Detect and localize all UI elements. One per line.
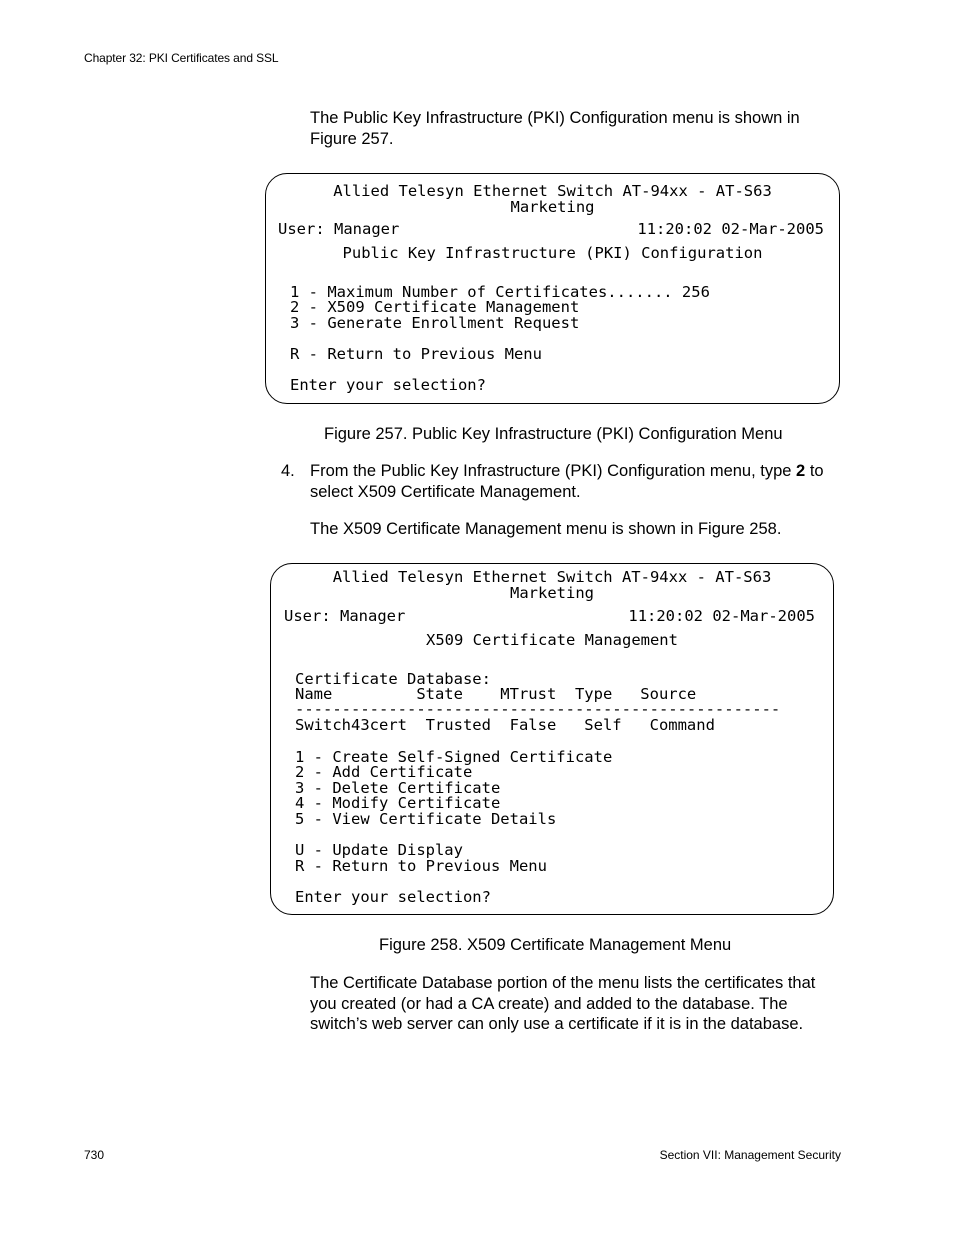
screen-subtitle: Marketing bbox=[510, 584, 594, 602]
table-divider: ---------------------------------------------------- bbox=[295, 700, 781, 718]
menu-option-return[interactable]: R - Return to Previous Menu bbox=[290, 345, 542, 363]
user-label: User: Manager bbox=[278, 220, 400, 238]
menu-option-3[interactable]: 3 - Generate Enrollment Request bbox=[290, 314, 580, 332]
menu-title: Public Key Infrastructure (PKI) Configuration bbox=[342, 244, 763, 262]
step-number: 4. bbox=[281, 462, 295, 480]
menu-option-1[interactable]: 1 - Maximum Number of Certificates....... 256 bbox=[290, 283, 710, 301]
screen-subtitle: Marketing bbox=[510, 198, 595, 216]
menu-option-3[interactable]: 3 - Delete Certificate bbox=[295, 779, 501, 797]
menu-option-2[interactable]: 2 - Add Certificate bbox=[295, 763, 473, 781]
menu-option-5[interactable]: 5 - View Certificate Details bbox=[295, 810, 557, 828]
menu-option-1[interactable]: 1 - Create Self-Signed Certificate bbox=[295, 748, 613, 766]
menu-title: X509 Certificate Management bbox=[426, 631, 678, 649]
chapter-header: Chapter 32: PKI Certificates and SSL bbox=[84, 51, 279, 65]
menu-option-2[interactable]: 2 - X509 Certificate Management bbox=[290, 298, 580, 316]
x509-intro-paragraph: The X509 Certificate Management menu is shown in Figure 258. bbox=[310, 520, 782, 538]
intro-paragraph: The Public Key Infrastructure (PKI) Configuration menu is shown in Figure 257. bbox=[310, 109, 800, 148]
pki-config-screen bbox=[265, 173, 840, 404]
closing-paragraph: The Certificate Database portion of the menu lists the certificates that you created (or had a CA create) and added to the database. The switch’s web server can only use a certificate if it is in the database. bbox=[310, 974, 816, 1033]
menu-option-return[interactable]: R - Return to Previous Menu bbox=[295, 857, 547, 875]
bold-key: 2 bbox=[796, 462, 806, 480]
figure-258-caption: Figure 258. X509 Certificate Management Menu bbox=[379, 936, 732, 954]
table-header: Name State MTrust Type Source bbox=[295, 685, 697, 703]
selection-prompt[interactable]: Enter your selection? bbox=[290, 376, 486, 394]
menu-option-4[interactable]: 4 - Modify Certificate bbox=[295, 794, 501, 812]
x509-management-screen bbox=[270, 563, 834, 915]
screen-title: Allied Telesyn Ethernet Switch AT-94xx - AT-S63 bbox=[332, 568, 772, 586]
table-row[interactable]: Switch43cert Trusted False Self Command bbox=[295, 716, 715, 734]
page-number: 730 bbox=[84, 1148, 105, 1162]
screen-title: Allied Telesyn Ethernet Switch AT-94xx - AT-S63 bbox=[333, 182, 772, 200]
datetime: 11:20:02 02-Mar-2005 bbox=[628, 607, 815, 625]
datetime: 11:20:02 02-Mar-2005 bbox=[637, 220, 824, 238]
db-label: Certificate Database: bbox=[295, 670, 491, 688]
user-label: User: Manager bbox=[284, 607, 406, 625]
selection-prompt[interactable]: Enter your selection? bbox=[295, 888, 491, 906]
figure-257-caption: Figure 257. Public Key Infrastructure (PKI) Configuration Menu bbox=[324, 425, 783, 443]
menu-option-update[interactable]: U - Update Display bbox=[295, 841, 463, 859]
step-4-text: From the Public Key Infrastructure (PKI) Configuration menu, type 2 to select X509 Certificate Management. bbox=[310, 462, 824, 501]
section-footer: Section VII: Management Security bbox=[659, 1148, 841, 1162]
